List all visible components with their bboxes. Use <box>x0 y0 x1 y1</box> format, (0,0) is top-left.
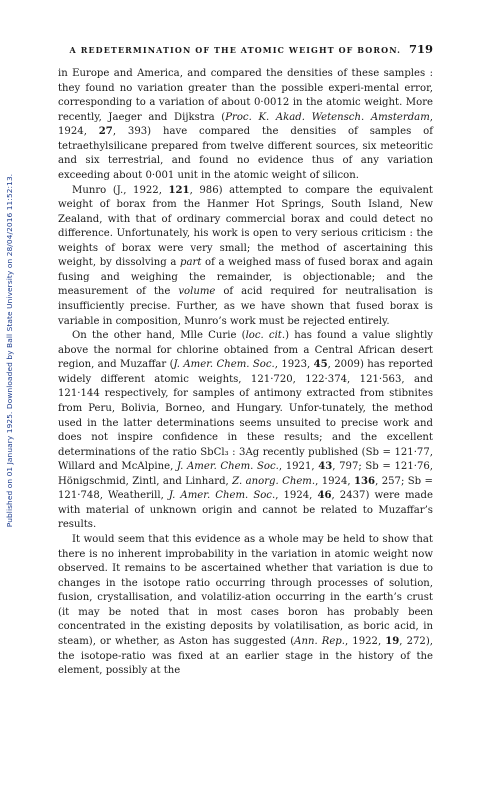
paragraph-1 <box>58 67 433 184</box>
text-run: 43 <box>318 461 333 473</box>
text-run: , 2009) has reported widely different atomic weights, 121·720, 122·374, 121·563, and 121·144 respectively, for samples of antimony extracted from stibnites from Peru, Bolivia, Borneo, and Hungary. Unfor-tunately, the method used in the latter determinations seems unsuited to precise work and does not inspire confidence in these results; and the excellent determinations of the ratio SbCl₃ : 3Ag recently published (Sb = 121·77, Willard and McAlpine, <box>58 359 434 473</box>
text-run: 121 <box>168 184 190 196</box>
text-run: , 257; Sb = 121·748, Weatherill, <box>58 475 433 502</box>
text-run: , 986) attempted to compare the equivalent weight of borax from the Hanmer Hot Springs, South Island, New Zealand, with that of ordinary commercial borax and could detect no difference. Unfortunately, his work is open to very serious criticism : the weights of borax were very small; the method of ascertaining this weight, by dissolving a <box>58 184 433 269</box>
journal-page <box>58 42 433 679</box>
text-run: 136 <box>354 475 376 487</box>
text-run: 27 <box>98 126 113 138</box>
text-run: Proc. K. Akad. Wetensch. Amsterdam <box>225 111 430 123</box>
text-run: part <box>180 257 202 269</box>
download-watermark <box>3 70 17 630</box>
text-run: , 1921, <box>278 461 319 473</box>
text-run: , 1923, <box>274 359 314 371</box>
text-run: volume <box>178 286 216 298</box>
text-run: , 1924, <box>58 111 433 138</box>
text-run: J. Amer. Chem. Soc. <box>173 359 275 371</box>
text-run: On the other hand, Mlle Curie ( <box>72 330 246 342</box>
text-run: , 2437) were made with material of unknown origin and cannot be related to Muzaffar’s results. <box>58 490 433 531</box>
text-run: of acid required for neutralisation is insufficiently precise. Further, as we have shown that fused borax is variable in composition, Munro’s work must be rejected entirely. <box>58 286 433 327</box>
running-header <box>58 42 433 62</box>
text-run: 46 <box>317 490 332 502</box>
paragraph-4 <box>58 533 433 679</box>
text-run: , 1922, <box>344 635 386 647</box>
text-run: J. Amer. Chem. Soc. <box>168 490 276 502</box>
article-body <box>58 67 433 679</box>
text-run: It would seem that this evidence as a whole may be held to show that there is no inherent improbability in the variation in atomic weight now observed. It remains to be ascertained whether that variation is due to changes in the isotope ratio occurring through processes of solution, fusion, crystallisation, and volatiliz-ation occurring in the earth’s crust (it may be noted that in most cases boron has probably been concentrated in the existing deposits by volatilisation, as boric acid, in steam), or whether, as Aston has suggested ( <box>58 534 433 647</box>
text-run: , 272), the isotope-ratio was fixed at an earlier stage in the history of the element, possibly at the <box>58 635 433 677</box>
page-number: 719 <box>408 42 433 56</box>
text-run: ) has found a value slightly above the normal for chlorine obtained from a Central African desert region, and Muzaffar ( <box>58 330 433 371</box>
download-watermark-text: Published on 01 January 1925. Downloaded by Ball State University on 28/04/2016 11:52:13. <box>5 173 15 527</box>
text-run: loc. cit. <box>245 330 286 342</box>
text-run: , 1924, <box>315 475 354 487</box>
text-run: Ann. Rep. <box>294 635 345 647</box>
text-run: in Europe and America, and compared the densities of these samples : they found no variation greater than the possible experi-mental error, corresponding to a variation of about 0·0012 in the atomic weight. More recently, Jaeger and Dijkstra ( <box>58 68 433 123</box>
running-title: A REDETERMINATION OF THE ATOMIC WEIGHT OF BORON. <box>69 45 401 55</box>
text-run: Z. anorg. Chem. <box>232 475 316 487</box>
text-run: , 797; Sb = 121·76, Hönigschmid, Zintl, and Linhard, <box>58 461 433 487</box>
text-run: J. Amer. Chem. Soc. <box>176 461 279 473</box>
text-run: , 393) have compared the densities of samples of tetraethylsilicane prepared from twelve different sources, six meteoritic and six terrestrial, and found no evidence thus of any variation exceeding about 0·001 unit in the atomic weight of silicon. <box>58 126 433 181</box>
text-run: , 1924, <box>275 490 318 502</box>
text-run: 19 <box>385 635 400 647</box>
paragraph-2 <box>58 184 433 330</box>
text-run: 45 <box>313 359 328 371</box>
paragraph-3 <box>58 329 433 533</box>
text-run: Munro (J., 1922, <box>72 184 169 196</box>
text-run: of a weighed mass of fused borax and again fusing and weighing the remainder, is objectionable; and the measurement of the <box>58 257 433 298</box>
